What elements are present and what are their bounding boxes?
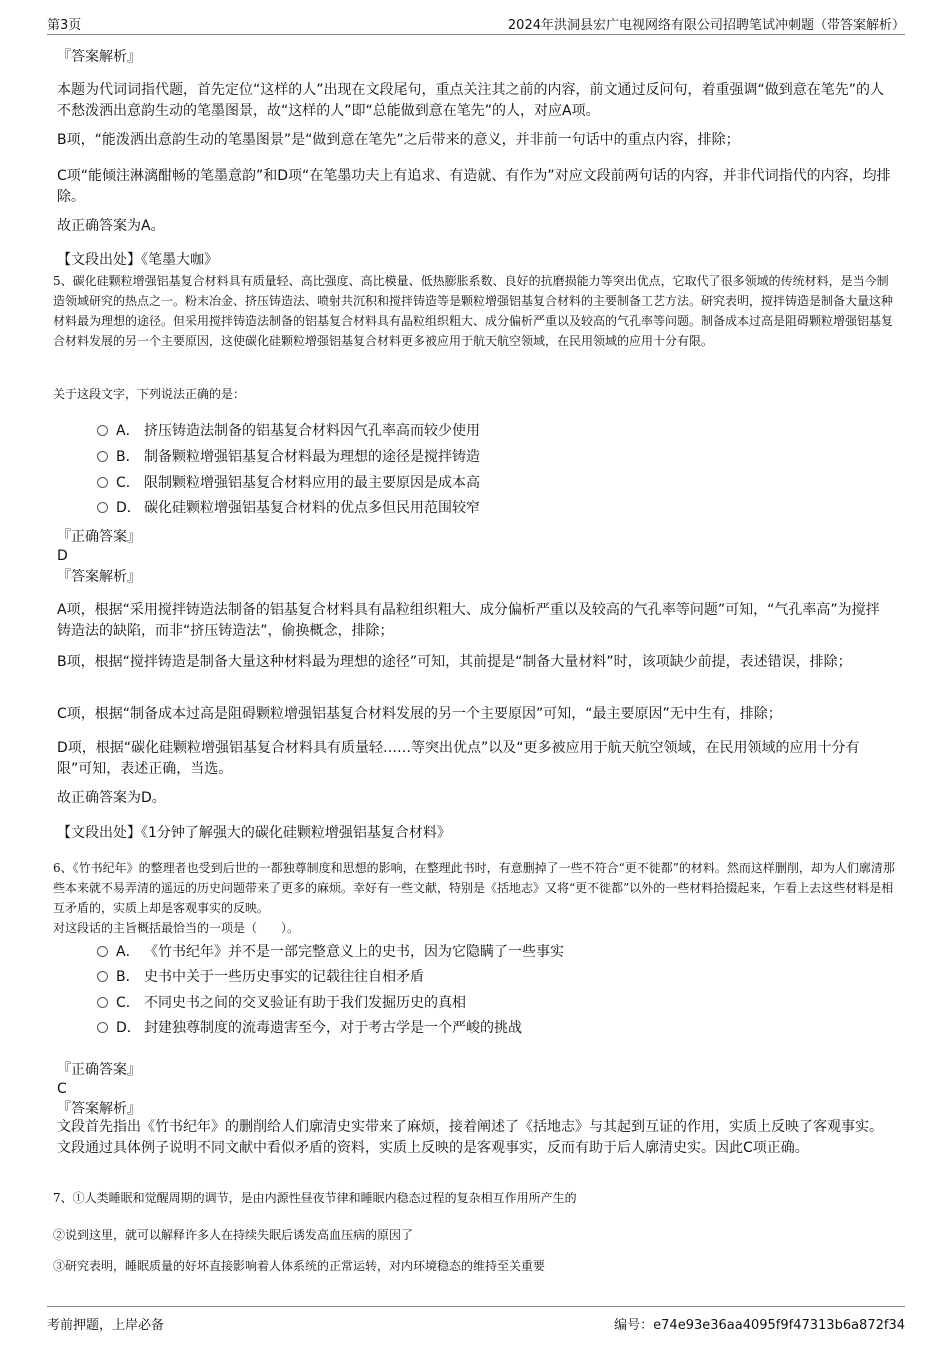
q6-option-d[interactable]: D． 封建独尊制度的流毒遗害至今，对于考古学是一个严峻的挑战 — [97, 1018, 522, 1038]
q5-option-a[interactable]: A． 挤压铸造法制备的铝基复合材料因气孔率高而较少使用 — [97, 421, 480, 441]
q6-option-a[interactable]: A． 《竹书纪年》并不是一部完整意义上的史书，因为它隐瞒了一些事实 — [97, 942, 564, 962]
q4-analysis-heading: 『答案解析』 — [57, 49, 141, 65]
q7-sentence-2: ②说到这里，就可以解释许多人在持续失眠后诱发高血压病的原因了 — [53, 1228, 414, 1242]
radio-button-icon[interactable] — [97, 1022, 108, 1033]
q6-option-c[interactable]: C． 不同史书之间的交叉验证有助于我们发掘历史的真相 — [97, 993, 466, 1013]
q6-answer: C — [57, 1081, 67, 1097]
page-footer — [47, 1306, 905, 1331]
q4-analysis-paragraph: C项“能倾注淋漓酣畅的笔墨意韵”和D项“在笔墨功夫上有追求、有造就、有作为”对应文段前两句话的内容，并非代词指代的内容，均排除。 — [57, 168, 891, 205]
q6-analysis-paragraph: 文段首先指出《竹书纪年》的删削给人们廓清史实带来了麻烦，接着阐述了《括地志》与其起到互证的作用，实质上反映了客观事实。文段通过具体例子说明不同文献中看似矛盾的资料，实质上反映的是客观事实，反而有助于后人廓清史实。因此C项正确。 — [57, 1119, 883, 1156]
q6-option-b[interactable]: B． 史书中关于一些历史事实的记载往往自相矛盾 — [97, 967, 424, 987]
q4-source: 【文段出处】《笔墨大咖》 — [57, 252, 218, 268]
q5-conclusion: 故正确答案为D。 — [57, 790, 166, 806]
q7-sentence-1: 7、①人类睡眠和觉醒周期的调节，是由内源性昼夜节律和睡眠内稳态过程的复杂相互作用所产生的 — [53, 1191, 577, 1205]
radio-button-icon[interactable] — [97, 946, 108, 957]
q7-sentence-3: ③研究表明，睡眠质量的好坏直接影响着人体系统的正常运转，对内环境稳态的维持至关重要 — [53, 1259, 546, 1273]
q5-analysis-paragraph: B项，根据“搅拌铸造是制备大量这种材料最为理想的途径”可知，其前提是“制备大量材料”时，该项缺少前提，表述错误，排除； — [57, 654, 852, 670]
q5-analysis-heading: 『答案解析』 — [57, 569, 141, 585]
document-title: 2024年洪洞县宏广电视网络有限公司招聘笔试冲刺题（带答案解析） — [507, 18, 905, 33]
q6-question: 对这段话的主旨概括最恰当的一项是（ ）。 — [53, 921, 300, 935]
q5-analysis-paragraph: A项，根据“采用搅拌铸造法制备的铝基复合材料具有晶粒组织粗大、成分偏析严重以及较高的气孔率等问题”可知，“气孔率高”为搅拌铸造法的缺陷，而非“挤压铸造法”，偷换概念，排除； — [57, 602, 880, 639]
radio-button-icon[interactable] — [97, 997, 108, 1008]
radio-button-icon[interactable] — [97, 451, 108, 462]
footer-slogan: 考前押题，上岸必备 — [47, 1318, 165, 1333]
q4-analysis-paragraph: B项，“能泼洒出意韵生动的笔墨图景”是“做到意在笔先”之后带来的意义，并非前一句话中的重点内容，排除； — [57, 132, 740, 148]
radio-button-icon[interactable] — [97, 502, 108, 513]
q6-passage: 6、《竹书纪年》的整理者也受到后世的一都独尊制度和思想的影响，在整理此书时，有意删掉了一些不符合“更不徙都”的材料。然而这样删削，却为人们廓清那些本来就不易弄清的遥远的历史问题带来了更多的麻烦。幸好有一些文献，特别是《括地志》又将“更不徙都”以外的一些材料拾掇起来，乍看上去这些材料是相互矛盾的，实质上却是客观事实的反映。 — [53, 861, 895, 915]
radio-button-icon[interactable] — [97, 477, 108, 488]
radio-button-icon[interactable] — [97, 425, 108, 436]
q5-question: 关于这段文字，下列说法正确的是： — [53, 387, 246, 401]
radio-button-icon[interactable] — [97, 971, 108, 982]
q6-answer-heading: 『正确答案』 — [57, 1062, 141, 1078]
document-id: 编号：e74e93e36aa4095f9f47313b6a872f34 — [614, 1318, 905, 1333]
q5-option-c[interactable]: C． 限制颗粒增强铝基复合材料应用的最主要原因是成本高 — [97, 473, 480, 493]
q4-conclusion: 故正确答案为A。 — [57, 218, 165, 234]
q5-analysis-paragraph: D项，根据“碳化硅颗粒增强铝基复合材料具有质量轻……等突出优点”以及“更多被应用于航天航空领域，在民用领域的应用十分有限”可知，表述正确，当选。 — [57, 740, 860, 777]
q5-analysis-paragraph: C项，根据“制备成本过高是阻碍颗粒增强铝基复合材料发展的另一个主要原因”可知，“最主要原因”无中生有，排除； — [57, 706, 782, 722]
q5-answer: D — [57, 548, 68, 564]
q5-option-b[interactable]: B． 制备颗粒增强铝基复合材料最为理想的途径是搅拌铸造 — [97, 447, 480, 467]
q4-analysis-paragraph: 本题为代词词指代题，首先定位“这样的人”出现在文段尾句，重点关注其之前的内容，前文通过反问句，着重强调“做到意在笔先”的人不愁泼洒出意韵生动的笔墨图景，故“这样的人”即“总能做到意在笔先”的人，对应A项。 — [57, 82, 885, 119]
q5-source: 【文段出处】《1分钟了解强大的碳化硅颗粒增强铝基复合材料》 — [57, 825, 451, 841]
q6-analysis-heading: 『答案解析』 — [57, 1101, 141, 1117]
q5-passage: 5、碳化硅颗粒增强铝基复合材料具有质量轻、高比强度、高比模量、低热膨胀系数、良好的抗磨损能力等突出优点，它取代了很多领域的传统材料，是当今制造领域研究的热点之一。粉末冶金、挤压铸造法、喷射共沉积和搅拌铸造等是颗粒增强铝基复合材料的主要制备工艺方法。研究表明，搅拌铸造是制备大量这种材料最为理想的途径。但采用搅拌铸造法制备的铝基复合材料具有晶粒组织粗大、成分偏析严重以及较高的气孔率等问题。制备成本过高是阻碍颗粒增强铝基复合材料发展的另一个主要原因，这使碳化硅颗粒增强铝基复合材料更多被应用于航天航空领域，在民用领域的应用十分有限。 — [53, 274, 894, 348]
q5-option-d[interactable]: D． 碳化硅颗粒增强铝基复合材料的优点多但民用范围较窄 — [97, 498, 480, 518]
page-header — [47, 14, 905, 35]
page-number: 第3页 — [47, 18, 82, 33]
q5-answer-heading: 『正确答案』 — [57, 529, 141, 545]
